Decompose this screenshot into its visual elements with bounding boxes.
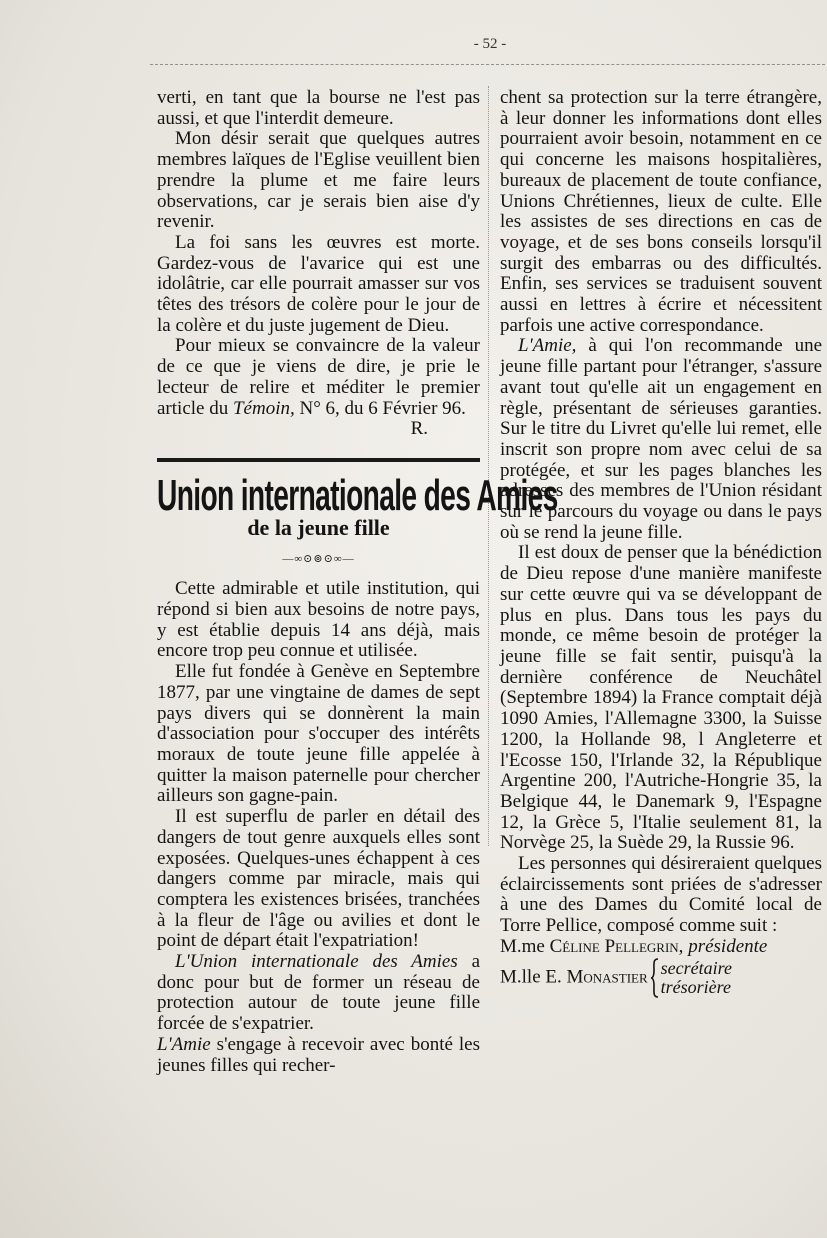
section-rule — [157, 458, 480, 462]
paragraph: chent sa protection sur la terre étrangère, à leur donner les informations dont elles pourraient avoir besoin, notamment en ce qui concerne les maisons hospitalières, bureaux de placement de toute confiance, Unions Chrétiennes, lieux de culte. Elle les assistes de ses directions en cas de voyage, et de ses bons conseils lorsqu'il surgit des embarras ou des difficultés. Enfin, ses services se traduisent souvent aussi en lettres à écrire et nécessitent parfois une active correspondance. — [500, 87, 822, 336]
italic-phrase: L'Amie — [157, 1033, 211, 1055]
paragraph: Cette admirable et utile institution, qui répond si bien aux besoins de notre pays, y est établie depuis 14 ans déjà, mais encore trop peu connue et utilisée. — [157, 578, 480, 662]
paragraph: verti, en tant que la bourse ne l'est pas aussi, et que l'interdit demeure. — [157, 87, 480, 129]
role-treasurer: trésorière — [660, 976, 731, 997]
paragraph-text: Pour mieux se convaincre de la valeur de ce que je viens de dire, je prie le lecteur de relire et méditer le premier article du — [157, 335, 480, 419]
ornament-divider: —∞⊙⊚⊙∞— — [282, 552, 355, 565]
paragraph: Il est doux de penser que la bénédiction de Dieu repose d'une manière manifeste sur cette œuvre qui va se développant de plus en plus. Dans tous les pays du monde, ce même besoin de protéger la jeune fille se fait sentir, puisqu'à la dernière conférence de Neuchâtel (Septembre 1894) la France comptait déjà 1090 Amies, l'Allemagne 3300, la Suisse 1200, la Hollande 98, l Angleterre et l'Ecosse 150, l'Irlande 32, la République Argentine 200, l'Autriche-Hongrie 35, la Belgique 44, le Danemark 9, l'Espagne 12, la Grèce 5, l'Italie seulement 81, la Norvège 25, la Suède 29, la Russie 96. — [500, 542, 822, 854]
italic-phrase: L'Amie, — [518, 335, 577, 357]
member-title: M.me — [500, 935, 545, 957]
section-subtitle: de la jeune fille — [247, 514, 390, 540]
paragraph-text: à qui l'on recommande une jeune fille partant pour l'étranger, s'assure avant tout qu'elle ait un engagement en règle, présentant de sérieuses garanties. Sur le titre du Livret qu'elle lui remet, elle inscrit son propre nom avec celui de sa protégée, et sur les pages blanches les adresses des membres de l'Union résidant sur le parcours du voyage ou dans le pays où se rend la jeune fille. — [500, 335, 822, 543]
temoin-title: Témoin, — [232, 397, 295, 419]
paragraph: Les personnes qui désireraient quelques éclaircissements sont priées de s'adresser à une des Dames du Comité local de Torre Pellice, composé comme suit : — [500, 853, 822, 937]
paragraph: Mon désir serait que quelques autres membres laïques de l'Eglise veuillent bien prendre la plume et me faire leurs observations, car je serais bien aise d'y revenir. — [157, 128, 480, 233]
member-role: présidente — [688, 935, 768, 957]
right-column — [500, 88, 822, 998]
paragraph: Elle fut fondée à Genève en Septembre 1877, par une vingtaine de dames de sept pays divers qui se donnèrent la main d'association pour s'occuper des intérêts moraux de toute jeune fille appelée à quitter la maison paternelle pour chercher ailleurs son gagne-pain. — [157, 661, 480, 807]
paragraph: La foi sans les œuvres est morte. Gardez-vous de l'avarice qui est une idolâtrie, car elle pourrait amasser sur vos têtes des trésors de colère pour le jour de la colère et du juste jugement de Dieu. — [157, 231, 480, 336]
committee-member — [500, 937, 822, 958]
paragraph: Il est superflu de parler en détail des dangers de tout genre auxquels elles sont exposées. Quelques-unes échappent à ces dangers comme par miracle, mais qui comptera les existences brisées, tranchées à la fleur de l'âge ou avilies et dont le point de départ était l'expatriation! — [157, 806, 480, 952]
paragraph-text: s'engage à recevoir avec bonté les jeunes filles qui recher- — [157, 1033, 481, 1076]
role-secretary: secrétaire — [660, 957, 732, 978]
committee-member — [500, 958, 822, 998]
paragraph — [157, 1035, 480, 1076]
member-roles — [661, 959, 732, 997]
paragraph — [500, 336, 822, 543]
paragraph — [157, 336, 480, 419]
paragraph-text: a donc pour but de former un réseau de protection autour de toute jeune fille forcée de s'expatrier. — [157, 951, 481, 1035]
column-divider — [488, 86, 489, 846]
page-number: - 52 - — [473, 36, 507, 52]
italic-phrase: L'Union internationale des Amies — [175, 951, 458, 973]
member-name: Monastier — [566, 965, 648, 987]
section-title: Union internationale des Amies — [157, 470, 558, 520]
member-title: M.lle E. — [500, 965, 562, 987]
header-rule — [150, 64, 825, 65]
signature: R. — [410, 418, 428, 440]
brace-icon — [650, 958, 659, 998]
paragraph — [157, 952, 480, 1035]
member-name: Céline Pellegrin, — [549, 935, 684, 957]
paragraph-text: N° 6, du 6 Février 96. — [299, 397, 466, 419]
